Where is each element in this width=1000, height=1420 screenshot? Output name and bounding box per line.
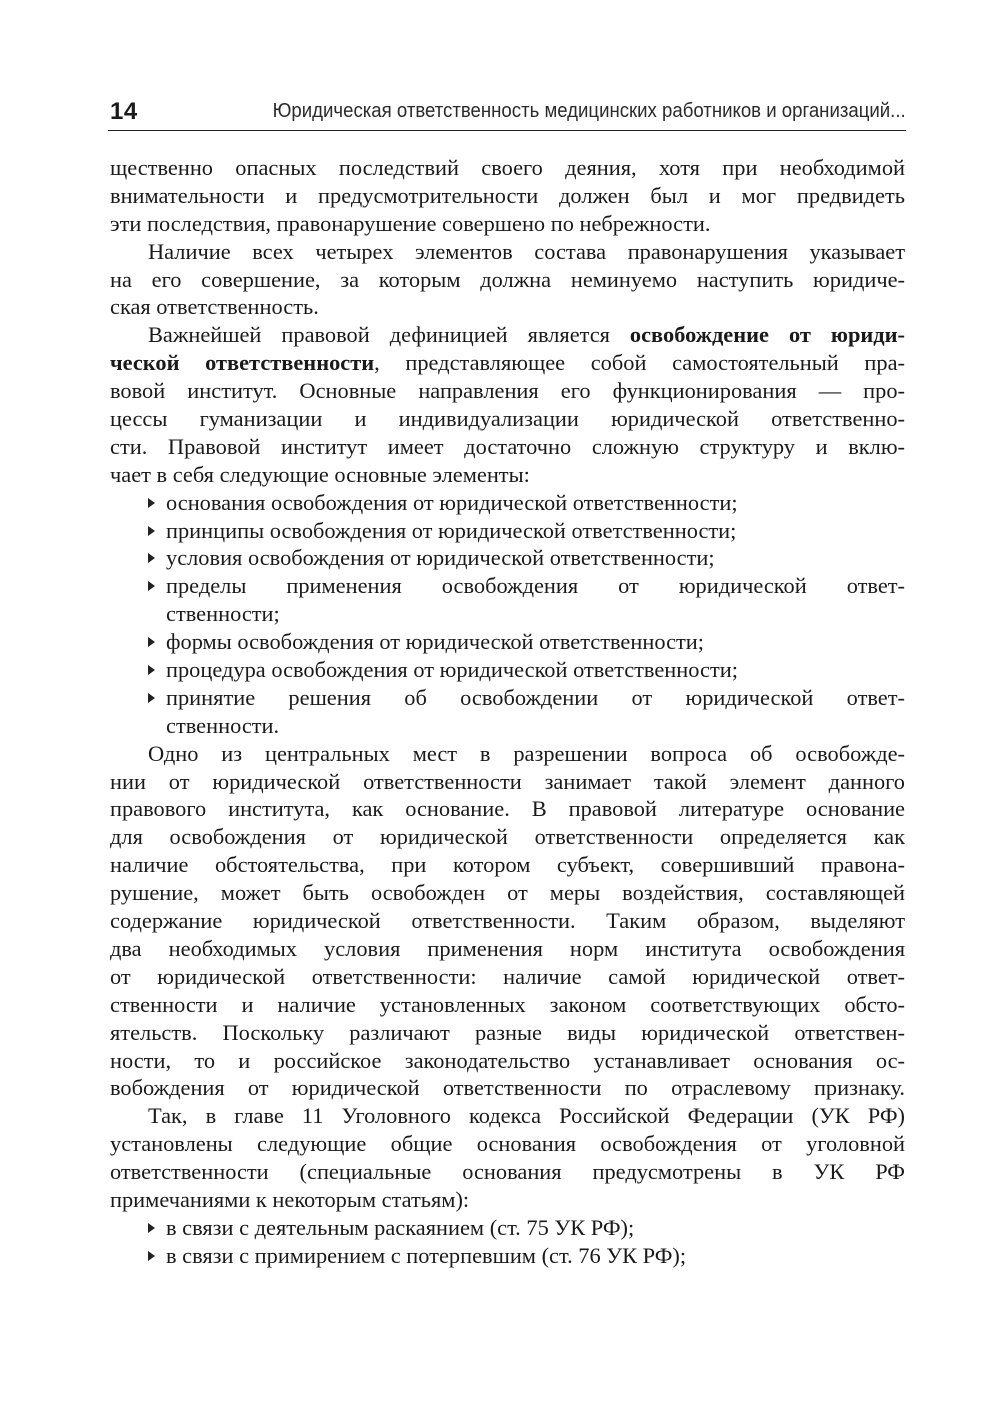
text-line: два необходимых условия применения норм института освобождения (110, 935, 905, 961)
list-item (110, 1214, 905, 1242)
page-header (108, 96, 906, 131)
text-line: содержание юридической ответственности. Таким образом, выделяют (110, 908, 905, 934)
list-item (110, 1242, 905, 1270)
text-line: ская ответственность. (110, 294, 319, 320)
list-item (110, 489, 905, 517)
bullet-list-1 (110, 489, 905, 740)
text-line: на его совершение, за которым должна неминуемо наступить юридиче- (110, 266, 905, 292)
text-line: для освобождения от юридической ответственности определяется как (110, 824, 905, 850)
text-line: эти последствия, правонарушение совершено по небрежности. (110, 210, 711, 236)
text-line: ятельств. Поскольку различают разные виды юридической ответствен- (110, 1019, 905, 1045)
text-line (110, 321, 905, 349)
text-line: ственности и наличие установленных законом соответствующих обсто- (110, 991, 905, 1017)
text-line (110, 349, 905, 377)
list-item (110, 517, 905, 545)
text-line: пределы применения освобождения от юридической ответ- (166, 573, 905, 599)
text-line: основания освобождения от юридической ответственности; (166, 489, 738, 515)
page-number: 14 (110, 98, 138, 125)
term-bold: освобождение от юриди- (629, 322, 905, 348)
page-body (110, 154, 905, 1270)
text-line: примечаниями к некоторым статьям): (110, 1186, 470, 1212)
list-item (110, 684, 905, 740)
paragraph-3 (110, 321, 905, 488)
running-title: Юридическая ответственность медицинских работников и организаций... (272, 100, 906, 122)
list-item (110, 656, 905, 684)
text-line: процедура освобождения от юридической ответственности; (166, 657, 738, 683)
text-line: сти. Правовой институт имеет достаточно сложную структуру и вклю- (110, 433, 905, 459)
text-line: ственности; (166, 601, 280, 627)
text-line: Наличие всех четырех элементов состава правонарушения указывает (148, 238, 905, 264)
text-line: от юридической ответственности: наличие самой юридической ответ- (110, 963, 905, 989)
text-line: чает в себя следующие основные элементы: (110, 461, 530, 487)
text-line: вобождения от юридической ответственности по отраслевому признаку. (110, 1075, 905, 1101)
text-line: в связи с примирением с потерпевшим (ст. 76 УК РФ); (166, 1242, 687, 1268)
text-line: принципы освобождения от юридической ответственности; (166, 517, 737, 543)
text-line: ности, то и российское законодательство устанавливает основания ос- (110, 1047, 905, 1073)
paragraph-1 (110, 154, 905, 238)
text-line: рушение, может быть освобожден от меры воздействия, составляющей (110, 880, 905, 906)
list-item (110, 544, 905, 572)
text-line: в связи с деятельным раскаянием (ст. 75 УК РФ); (166, 1214, 635, 1240)
paragraph-4 (110, 740, 905, 1103)
paragraph-5 (110, 1102, 905, 1214)
text-line: принятие решения об освобождении от юридической ответ- (166, 684, 905, 710)
text-line: наличие обстоятельства, при котором субъект, совершивший правона- (110, 852, 905, 878)
paragraph-2 (110, 238, 905, 322)
text-run: , представляющее собой самостоятельный пра- (374, 350, 905, 376)
list-item (110, 628, 905, 656)
text-line: ответственности (специальные основания предусмотрены в УК РФ (110, 1159, 905, 1185)
text-run: Важнейшей правовой дефиницией является (148, 322, 630, 348)
text-line: правового института, как основание. В правовой литературе основание (110, 796, 905, 822)
text-line: нии от юридической ответственности занимает такой элемент данного (110, 768, 905, 794)
text-line: щественно опасных последствий своего деяния, хотя при необходимой (110, 155, 905, 180)
text-line: внимательности и предусмотрительности должен был и мог предвидеть (110, 182, 905, 208)
text-line: формы освобождения от юридической ответственности; (166, 629, 705, 655)
text-line: Одно из центральных мест в разрешении вопроса об освобожде- (148, 740, 905, 766)
text-line: цессы гуманизации и индивидуализации юридической ответственно- (110, 406, 905, 432)
text-line: вовой институт. Основные направления его функционирования — про- (110, 378, 905, 404)
text-line: ственности. (166, 712, 280, 738)
bullet-list-2 (110, 1214, 905, 1270)
text-line: установлены следующие общие основания освобождения от уголовной (110, 1131, 905, 1157)
text-line: Так, в главе 11 Уголовного кодекса Российской Федерации (УК РФ) (148, 1103, 905, 1129)
text-line: условия освобождения от юридической ответственности; (166, 545, 715, 571)
term-bold: ческой ответственности (110, 350, 375, 376)
list-item (110, 572, 905, 628)
